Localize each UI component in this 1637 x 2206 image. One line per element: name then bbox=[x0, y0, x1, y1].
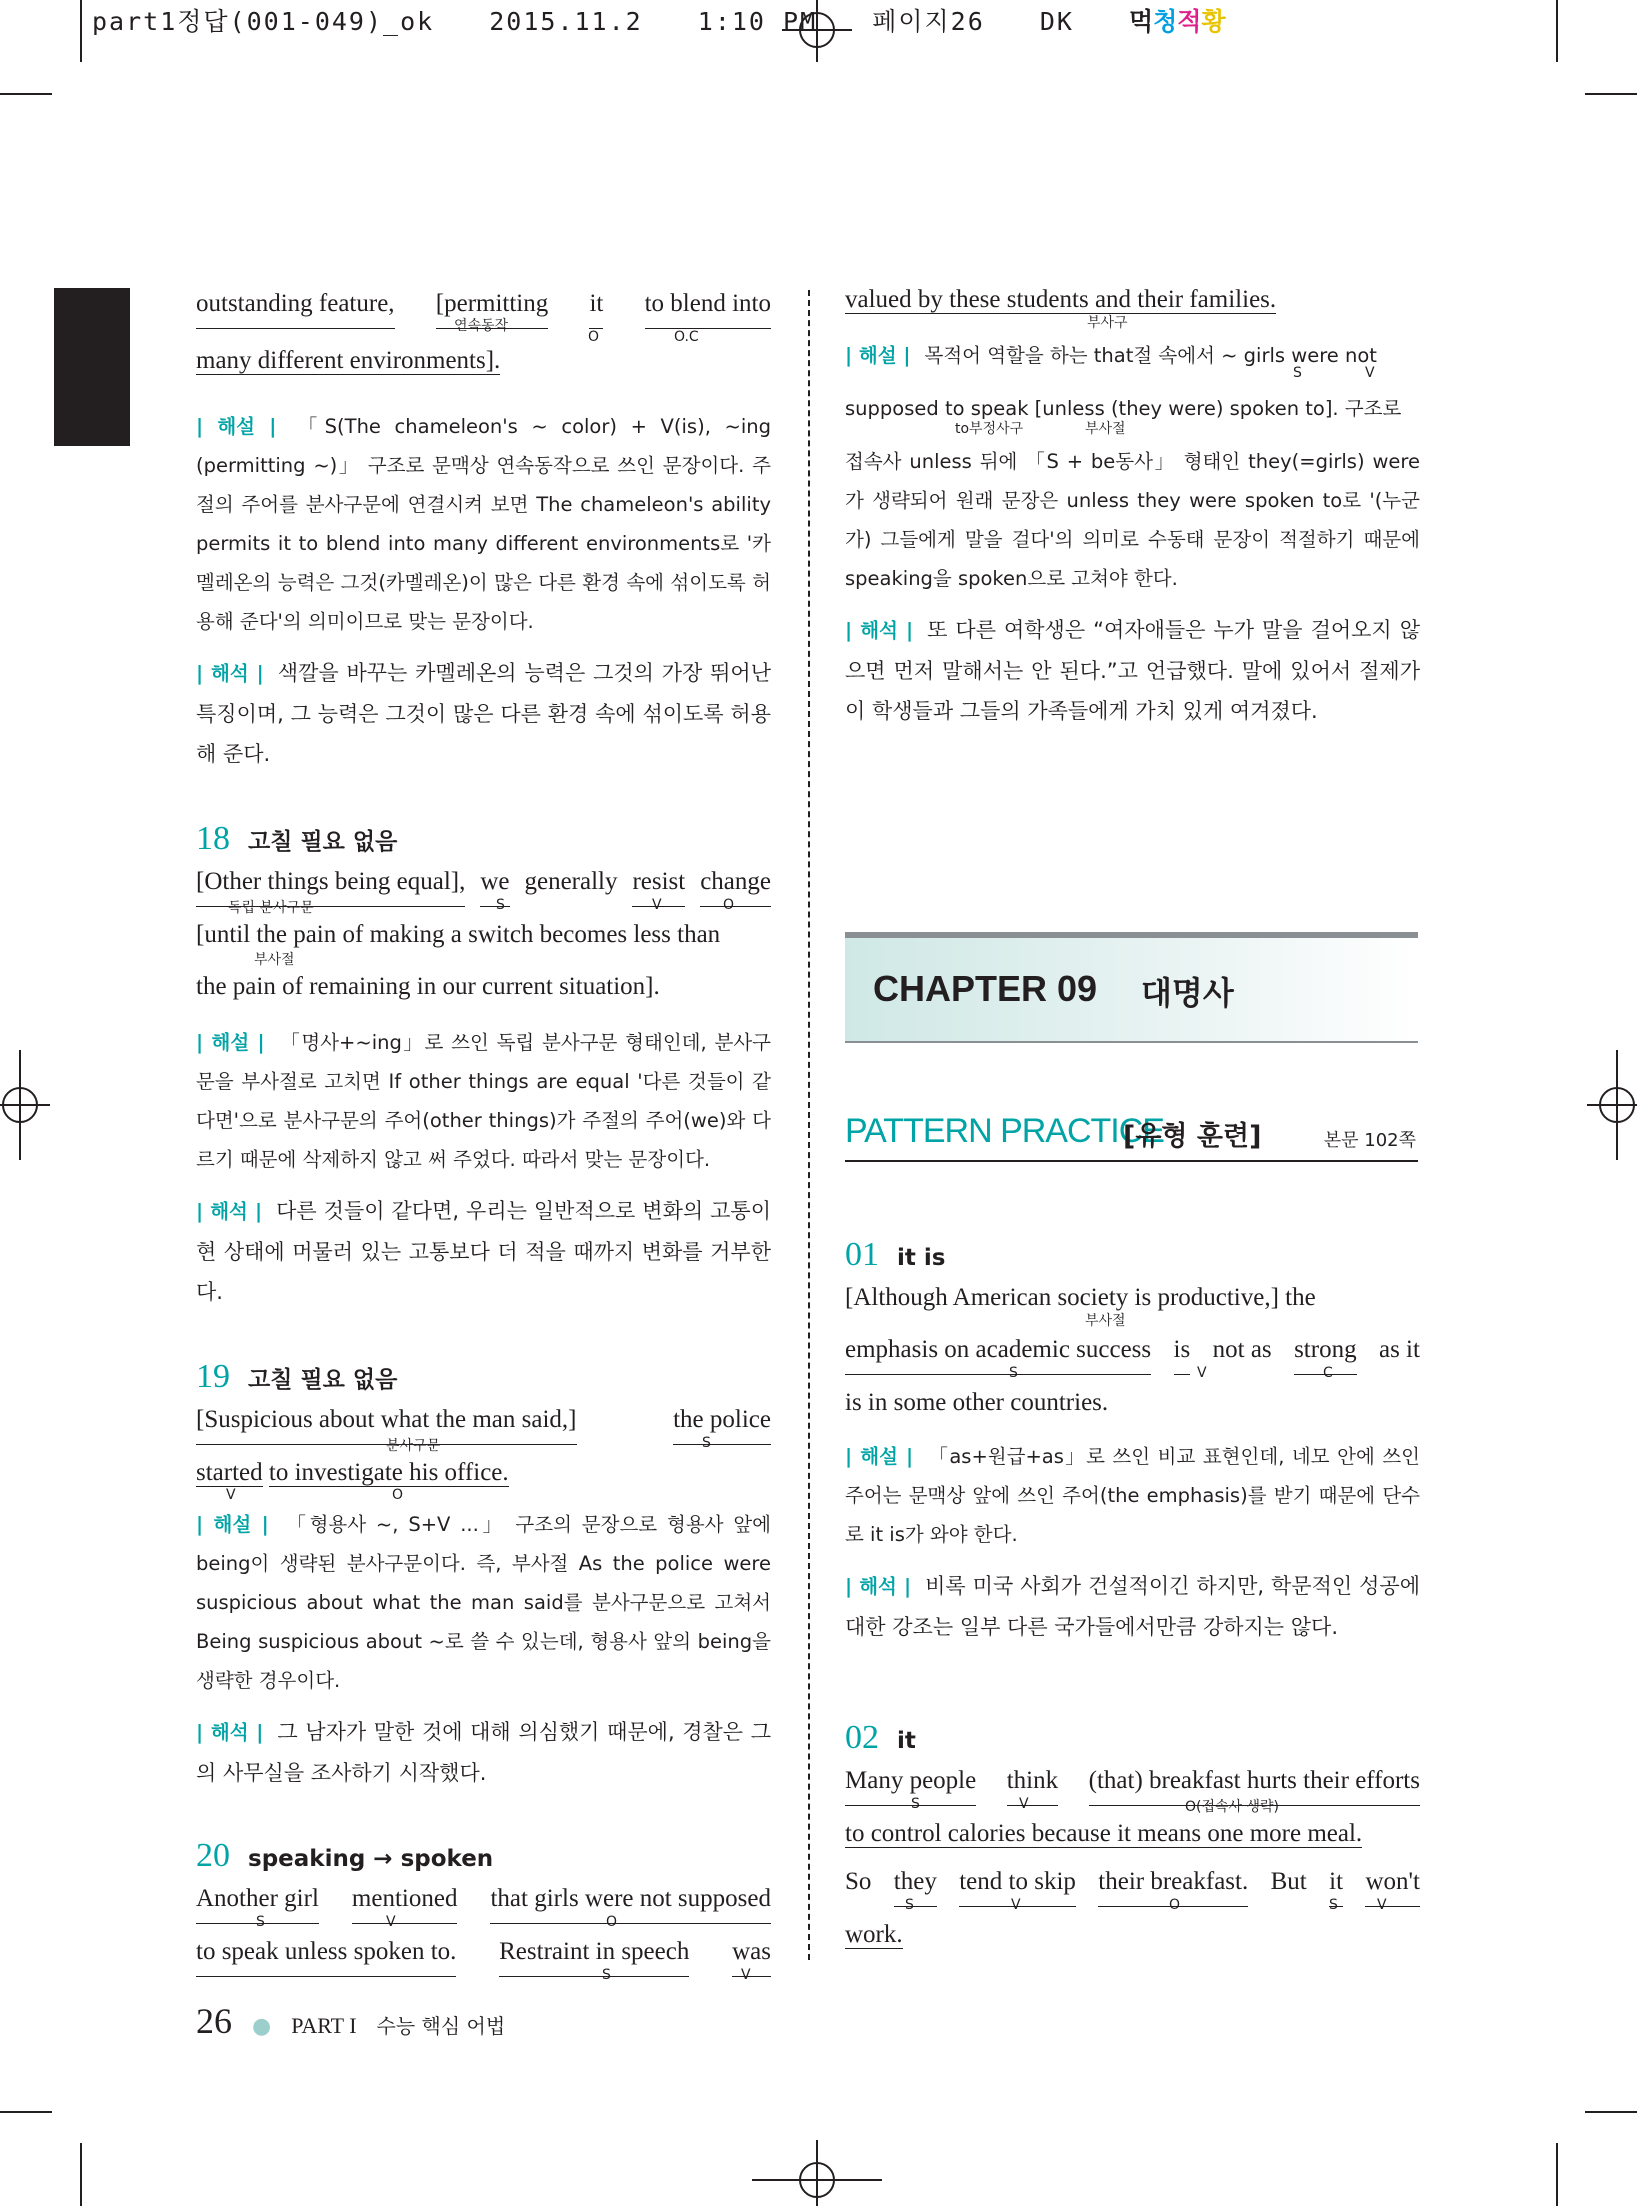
translation: | 해석 | 또 다른 여학생은 “여자애들은 누가 말을 걸어오지 않으면 먼저 말해서는 안 된다.”고 언급했다. 말에 있어서 절제가 이 학생들과 그들의 가족들에게 가치 있게 여겨졌다. bbox=[845, 618, 1420, 723]
question-answer: it bbox=[897, 1728, 916, 1754]
chapter-banner bbox=[845, 932, 1418, 1043]
sentence-chunk: as it bbox=[1378, 1336, 1420, 1363]
crop-mark bbox=[1556, 0, 1558, 62]
translation: | 해석 | 그 남자가 말한 것에 대해 의심했기 때문에, 경찰은 그의 사무실을 조사하기 시작했다. bbox=[196, 1720, 771, 1785]
sentence-chunk: resist bbox=[632, 858, 685, 907]
grammar-label: O.C bbox=[674, 329, 699, 345]
part-title: 수능 핵심 어법 bbox=[376, 2014, 506, 2038]
grammar-label: S bbox=[702, 1435, 711, 1451]
sentence-chunk: outstanding feature, bbox=[196, 280, 395, 329]
slug-color-m: 적 bbox=[1177, 7, 1202, 36]
explanation: | 해설 | 「명사+~ing」로 쓰인 독립 분사구문 형태인데, 분사구문을 부사절로 고치면 If other things are equal '다른 것들이 같다면'으로 분사구문의 주어(other things)가 주절의 주어(we)와 다르기 때문에 삭제하지 않고 써 주었다. 따라서 맞는 문장이다. bbox=[196, 1031, 772, 1171]
sentence-line: is in some other countries. bbox=[845, 1389, 1109, 1416]
sentence-chunk: (that) breakfast hurts their efforts bbox=[1089, 1757, 1420, 1806]
page-reference: 본문 102쪽 bbox=[1323, 1130, 1416, 1151]
grammar-labels bbox=[196, 1435, 771, 1454]
question-answer: 고칠 필요 없음 bbox=[248, 1367, 398, 1393]
grammar-label: V bbox=[741, 1967, 751, 1983]
sentence-chunk: Many people bbox=[845, 1757, 976, 1806]
print-slug bbox=[92, 2, 1226, 38]
sentence-chunk: that girls were not supposed bbox=[490, 1875, 771, 1924]
explanation-line: supposed to speak [unless (they were) spoken to]. 구조로 bbox=[845, 397, 1402, 420]
grammar-label: S bbox=[911, 1796, 920, 1812]
crop-mark bbox=[80, 2143, 82, 2206]
question-answer: it is bbox=[897, 1245, 946, 1271]
sentence-line: [Although American society is productive,] the bbox=[845, 1284, 1316, 1311]
grammar-labels bbox=[196, 1914, 771, 1928]
grammar-label: S bbox=[1293, 365, 1302, 381]
right-column bbox=[845, 280, 1420, 731]
page-number: 26 bbox=[196, 2001, 232, 2041]
q20-continued bbox=[845, 280, 1420, 731]
bullet-icon: ● bbox=[252, 2014, 272, 2039]
sentence-chunk: was bbox=[732, 1928, 771, 1977]
pattern-practice-heading bbox=[845, 1108, 1418, 1162]
grammar-labels bbox=[845, 1897, 1420, 1911]
sentence-chunk: generally bbox=[524, 868, 618, 895]
crop-mark bbox=[0, 93, 52, 95]
grammar-label: O bbox=[1169, 1897, 1181, 1913]
question-number: 20 bbox=[196, 1837, 230, 1874]
crop-mark bbox=[80, 0, 82, 62]
grammar-labels bbox=[845, 1365, 1420, 1379]
sentence-chunk: But bbox=[1270, 1868, 1307, 1895]
question-number: 02 bbox=[845, 1719, 879, 1756]
grammar-labels bbox=[196, 318, 771, 345]
grammar-label: 부사절 bbox=[1085, 1313, 1126, 1329]
sentence-chunk: to blend into bbox=[645, 280, 771, 329]
sentence-chunk: the police bbox=[673, 1396, 771, 1445]
grammar-labels bbox=[196, 1487, 771, 1501]
grammar-label: 부사절 bbox=[1085, 421, 1126, 437]
sentence-chunk: they bbox=[894, 1858, 937, 1907]
explanation: | 해설 | 「형용사 ~, S+V ...」 구조의 문장으로 형용사 앞에 being이 생략된 분사구문이다. 즉, 부사절 As the police were suspicious about what the man said를 분사구문으로 고쳐서 Being suspicious about ~로 쓸 수 있는데, 형용사 앞의 being을 생략한 경우이다. bbox=[196, 1513, 772, 1692]
sentence-line: to control calories because it means one more meal. bbox=[845, 1820, 1363, 1847]
slug-dk: DK bbox=[1039, 7, 1074, 36]
sentence-chunk: started bbox=[196, 1459, 263, 1486]
sentence-chunk: their breakfast. bbox=[1098, 1858, 1248, 1907]
sentence-chunk: it bbox=[589, 280, 603, 329]
crop-mark bbox=[1585, 2111, 1637, 2113]
crop-mark bbox=[1556, 2143, 1558, 2206]
grammar-label: V bbox=[226, 1487, 236, 1503]
grammar-label: O(접속사 생략) bbox=[1185, 1799, 1280, 1815]
question-number: 01 bbox=[845, 1236, 879, 1273]
sentence-line: the pain of remaining in our current situation]. bbox=[196, 973, 660, 1000]
question-answer: 고칠 필요 없음 bbox=[248, 829, 398, 855]
slug-file: part1정답(001-049)_ok bbox=[92, 7, 435, 36]
grammar-labels bbox=[845, 1796, 1420, 1815]
grammar-label: V bbox=[1019, 1796, 1029, 1812]
sentence-chunk: change bbox=[700, 858, 771, 907]
sentence-chunk: Restraint in speech bbox=[499, 1928, 689, 1977]
column-divider bbox=[808, 290, 810, 1960]
slug-color-c: 청 bbox=[1153, 7, 1178, 36]
registration-mark-bottom bbox=[752, 2140, 882, 2206]
grammar-label: S bbox=[256, 1914, 265, 1930]
chapter-tab-marker bbox=[54, 288, 130, 446]
sentence-chunk: valued by these students and their families. bbox=[845, 286, 1277, 313]
sentence-chunk: [Suspicious about what the man said,] bbox=[196, 1396, 577, 1445]
grammar-label: S bbox=[1329, 1897, 1338, 1913]
p01 bbox=[845, 1236, 1420, 1647]
grammar-label: V bbox=[1011, 1897, 1021, 1913]
sentence-chunk: it bbox=[1329, 1858, 1343, 1907]
translation: | 해석 | 다른 것들이 같다면, 우리는 일반적으로 변화의 고통이 현 상태에 머물러 있는 고통보다 더 적을 때까지 변화를 거부한다. bbox=[196, 1199, 771, 1304]
translation: | 해석 | 비록 미국 사회가 건설적이긴 하지만, 학문적인 성공에 대한 강조는 일부 다른 국가들에서만큼 강하지는 않다. bbox=[845, 1574, 1420, 1639]
q18 bbox=[196, 820, 771, 1312]
grammar-labels bbox=[845, 310, 1420, 331]
grammar-label: V bbox=[386, 1914, 396, 1930]
grammar-labels bbox=[845, 1312, 1420, 1329]
sentence-chunk: not as bbox=[1212, 1336, 1272, 1363]
explanation: 접속사 unless 뒤에 「S + be동사」 형태인 they(=girls) were가 생략되어 원래 문장은 unless they were spoken to로 '(누군가) 그들에게 말을 걸다'의 의미로 수동태 문장이 적절하기 때문에 speaking을 spoken으로 고쳐야 한다. bbox=[845, 450, 1420, 590]
sentence-chunk: [permitting bbox=[436, 280, 548, 329]
grammar-labels bbox=[845, 365, 1420, 379]
grammar-label: S bbox=[1009, 1365, 1018, 1381]
question-number: 18 bbox=[196, 820, 230, 857]
part-label: PART I bbox=[291, 2013, 357, 2038]
grammar-label: S bbox=[905, 1897, 914, 1913]
page-footer bbox=[196, 2000, 505, 2042]
grammar-labels bbox=[845, 418, 1420, 437]
q19 bbox=[196, 1358, 771, 1793]
crop-mark bbox=[1585, 93, 1637, 95]
grammar-labels bbox=[196, 897, 771, 916]
translation: | 해석 | 색깔을 바꾸는 카멜레온의 능력은 그것의 가장 뛰어난 특징이며, 그 능력은 그것이 많은 다른 환경 속에 섞이도록 허용해 준다. bbox=[196, 661, 772, 766]
slug-date: 2015.11.2 bbox=[489, 7, 643, 36]
grammar-label: V bbox=[1377, 1897, 1387, 1913]
sentence-chunk: to speak unless spoken to. bbox=[196, 1928, 456, 1977]
grammar-label: V bbox=[1365, 365, 1375, 381]
grammar-labels bbox=[196, 949, 771, 968]
explanation: | 해설 | 「S(The chameleon's ~ color) + V(is), ~ing (permitting ~)」 구조로 문맥상 연속동작으로 쓰인 문장이다. 주절의 주어를 분사구문에 연결시켜 보면 The chameleon's ability permits it to blend into many different environments로 '카멜레온의 능력은 그것(카멜레온)이 많은 다른 환경 속에 섞이도록 허용해 준다'의 의미이므로 맞는 문장이다. bbox=[196, 415, 771, 633]
sentence-chunk: tend to skip bbox=[959, 1858, 1076, 1907]
sentence-chunk: won't bbox=[1365, 1858, 1420, 1907]
slug-page: 페이지26 bbox=[872, 7, 985, 36]
grammar-label: 부사구 bbox=[1087, 315, 1128, 331]
explanation: | 해설 | 「as+원급+as」로 쓰인 비교 표현인데, 네모 안에 쓰인 주어는 문맥상 앞에 쓰인 주어(the emphasis)를 받기 때문에 단수로 it is가 와야 한다. bbox=[845, 1445, 1421, 1546]
left-column bbox=[196, 280, 771, 1981]
slug-time: 1:10 PM bbox=[697, 7, 818, 36]
q20 bbox=[196, 1837, 771, 1981]
explanation: | 해설 | 목적어 역할을 하는 that절 속에서 ~ girls were not bbox=[845, 344, 1377, 367]
slug-color-y: 황 bbox=[1201, 7, 1226, 36]
pattern-questions bbox=[845, 1236, 1420, 1959]
grammar-label: O bbox=[723, 897, 735, 913]
grammar-label: V bbox=[1197, 1365, 1207, 1381]
p02 bbox=[845, 1719, 1420, 1959]
sentence-chunk: So bbox=[845, 1868, 872, 1895]
grammar-label: to부정사구 bbox=[955, 421, 1024, 437]
sentence-chunk: emphasis on academic success bbox=[845, 1326, 1151, 1375]
grammar-label: V bbox=[652, 897, 662, 913]
grammar-label: O bbox=[588, 329, 600, 345]
section-label: PATTERN PRACTICE bbox=[845, 1112, 1164, 1150]
sentence-chunk: Another girl bbox=[196, 1875, 319, 1924]
sentence-chunk: we bbox=[480, 858, 509, 907]
sentence-chunk: mentioned bbox=[352, 1875, 458, 1924]
q17-continued bbox=[196, 280, 771, 774]
sentence-chunk: strong bbox=[1294, 1326, 1357, 1375]
registration-mark-right bbox=[1587, 1050, 1637, 1160]
sentence-chunk: many different environments]. bbox=[196, 347, 501, 374]
grammar-label: 부사절 bbox=[254, 952, 295, 968]
grammar-label: O bbox=[606, 1914, 618, 1930]
question-answer: speaking → spoken bbox=[248, 1846, 494, 1872]
sentence-chunk: is bbox=[1174, 1326, 1191, 1375]
grammar-label: 독립 분사구문 bbox=[228, 900, 314, 916]
sentence-line: [until the pain of making a switch becomes less than bbox=[196, 921, 721, 948]
sentence-chunk: [Other things being equal], bbox=[196, 858, 465, 907]
slug-color-k: 먹 bbox=[1128, 7, 1154, 36]
grammar-label: C bbox=[1323, 1365, 1333, 1381]
question-number: 19 bbox=[196, 1358, 230, 1395]
grammar-label: 분사구문 bbox=[386, 1438, 441, 1454]
grammar-label: O bbox=[392, 1487, 404, 1503]
registration-mark-left bbox=[0, 1050, 50, 1160]
grammar-labels bbox=[196, 1967, 771, 1981]
chapter-label: CHAPTER 09 bbox=[873, 968, 1098, 1009]
sentence-chunk: work. bbox=[845, 1921, 903, 1948]
grammar-label: S bbox=[602, 1967, 611, 1983]
chapter-title: 대명사 bbox=[1141, 974, 1234, 1012]
crop-mark bbox=[0, 2111, 52, 2113]
sentence-chunk: to investigate his office. bbox=[268, 1459, 509, 1486]
section-label-kr: [유형 훈련] bbox=[1123, 1121, 1262, 1152]
grammar-label: S bbox=[496, 897, 505, 913]
sentence-chunk: think bbox=[1007, 1757, 1058, 1806]
grammar-label: 연속동작 bbox=[454, 318, 509, 334]
